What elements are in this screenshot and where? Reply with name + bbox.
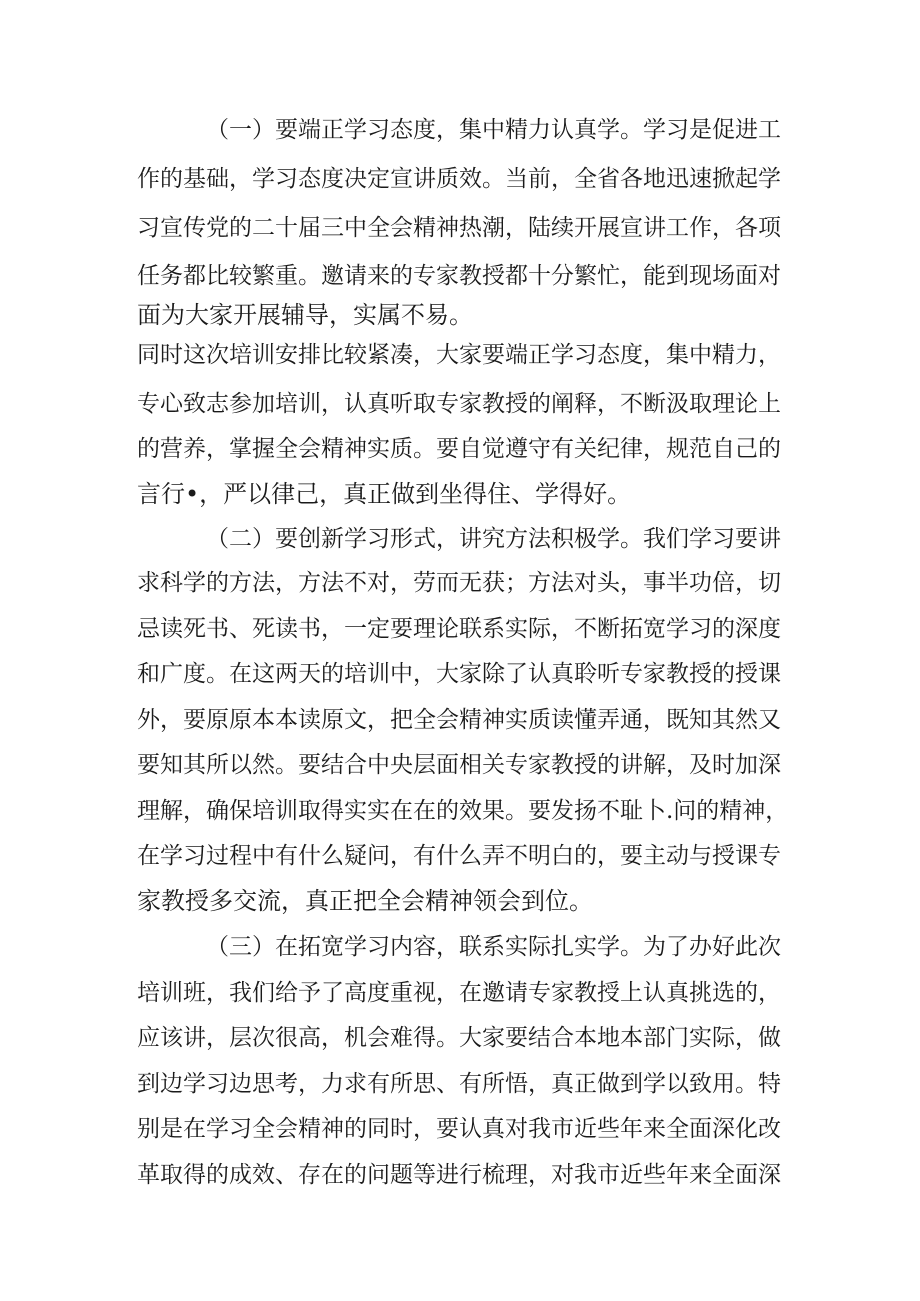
- text-line: 习宣传党的二十届三中全会精神热潮，陆续开展宣讲工作，各项: [137, 215, 781, 241]
- text-line: 外，要原原本本读原文，把全会精神实质读懂弄通，既知其然又: [137, 707, 781, 733]
- text-line: 言行•，严以律己，真正做到坐得住、学得好。: [137, 480, 632, 508]
- text-line: 作的基础，学习态度决定宣讲质效。当前，全省各地迅速掀起学: [137, 166, 781, 192]
- text-line: 同时这次培训安排比较紧凑，大家要端正学习态度，集中精力，: [137, 342, 781, 368]
- text-line: 理解，确保培训取得实实在在的效果。要发扬不耻卜.问的精神，: [137, 798, 789, 824]
- text-line: 在学习过程中有什么疑问，有什么弄不明白的，要主动与授课专: [137, 843, 781, 869]
- text-line: 家教授多交流，真正把全会精神领会到位。: [137, 887, 593, 915]
- text-line: 的营养，掌握全会精神实质。要自觉遵守有关纪律，规范自己的: [137, 436, 781, 462]
- text-line: 要知其所以然。要结合中央层面相关专家教授的讲解，及时加深: [137, 752, 781, 778]
- text-line: 应该讲，层次很高，机会难得。大家要结合本地本部门实际，做: [137, 1025, 781, 1051]
- text-line: （一）要端正学习态度，集中精力认真学。学习是促进工: [206, 117, 781, 143]
- text-line: 和广度。在这两天的培训中，大家除了认真聆听专家教授的授课: [137, 661, 781, 687]
- text-line: 任务都比较繁重。邀请来的专家教授都十分繁忙，能到现场面对: [137, 263, 781, 289]
- text-line: 培训班，我们给予了高度重视，在邀请专家教授上认真挑选的，: [137, 980, 781, 1006]
- text-line: 忌读死书、死读书，一定要理论联系实际，不断拓宽学习的深度: [137, 616, 781, 642]
- text-line: （三）在拓宽学习内容，联系实际扎实学。为了办好此次: [206, 934, 781, 960]
- text-line: 求科学的方法，方法不对，劳而无获；方法对头，事半功倍，切: [137, 570, 781, 596]
- text-line: 专心致志参加培训，认真听取专家教授的阐释，不断汲取理论上: [137, 391, 781, 417]
- text-line: 别是在学习全会精神的同时，要认真对我市近些年来全面深化改: [137, 1116, 781, 1142]
- text-line: （二）要创新学习形式，讲究方法积极学。我们学习要讲: [206, 526, 781, 552]
- text-line: 革取得的成效、存在的问题等进行梳理，对我市近些年来全面深: [137, 1162, 781, 1188]
- text-line: 到边学习边思考，力求有所思、有所悟，真正做到学以致用。特: [137, 1071, 781, 1097]
- text-line: 面为大家开展辅导，实属不易。: [137, 301, 473, 329]
